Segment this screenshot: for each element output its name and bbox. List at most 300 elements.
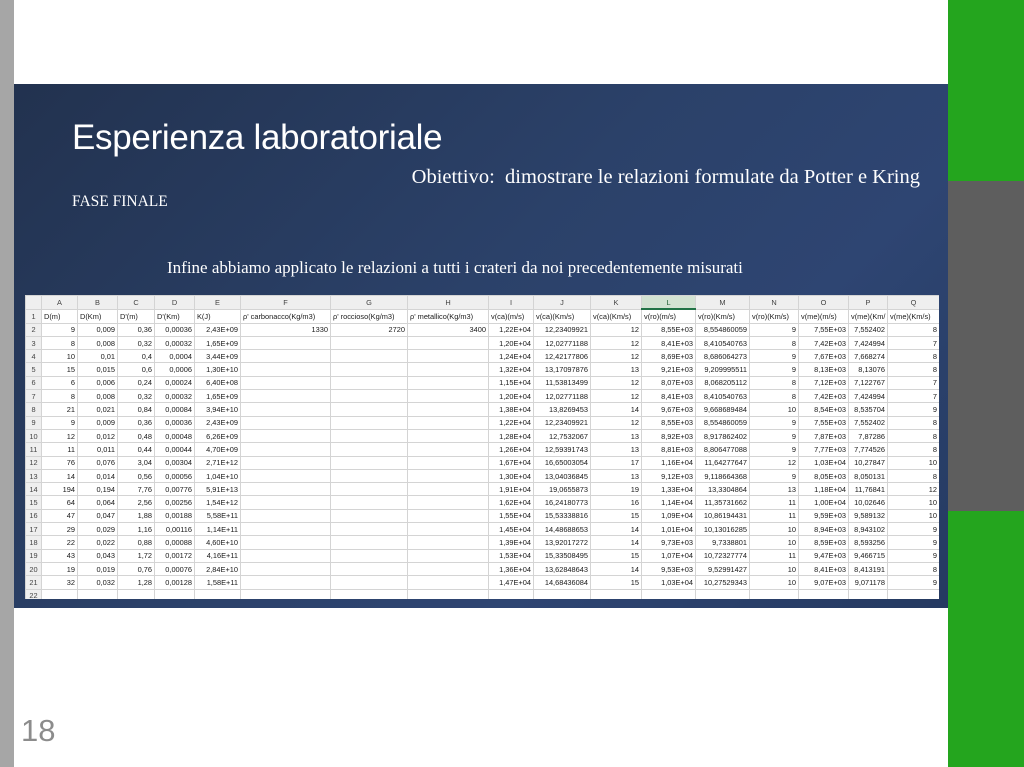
column-title-cell[interactable]: D'(Km) — [155, 309, 195, 323]
row-number[interactable]: 4 — [26, 350, 42, 363]
data-cell[interactable]: 0,029 — [78, 523, 118, 536]
column-header-f[interactable]: F — [241, 296, 331, 310]
data-cell[interactable] — [331, 469, 408, 482]
data-cell[interactable]: 1,03E+04 — [642, 576, 696, 589]
data-cell[interactable]: 7,774526 — [849, 443, 888, 456]
empty-cell[interactable] — [696, 589, 750, 599]
data-cell[interactable] — [331, 429, 408, 442]
data-cell[interactable] — [408, 443, 489, 456]
data-cell[interactable]: 8,806477088 — [696, 443, 750, 456]
data-cell[interactable] — [408, 336, 489, 349]
column-title-cell[interactable]: v(ca)(m/s) — [489, 309, 534, 323]
data-cell[interactable]: 12 — [42, 429, 78, 442]
data-cell[interactable]: 9,67E+03 — [642, 403, 696, 416]
data-cell[interactable]: 1,22E+04 — [489, 416, 534, 429]
data-cell[interactable]: 0,022 — [78, 536, 118, 549]
data-cell[interactable]: 9 — [888, 523, 940, 536]
data-cell[interactable]: 12 — [888, 483, 940, 496]
column-title-cell[interactable]: D(m) — [42, 309, 78, 323]
data-cell[interactable]: 13,17097876 — [534, 363, 591, 376]
data-cell[interactable]: 8 — [888, 443, 940, 456]
data-cell[interactable]: 10 — [888, 509, 940, 522]
data-cell[interactable]: 9 — [888, 549, 940, 562]
data-cell[interactable]: 14 — [591, 562, 642, 575]
data-cell[interactable]: 2720 — [331, 323, 408, 336]
data-cell[interactable]: 0,00044 — [155, 443, 195, 456]
data-cell[interactable]: 6 — [42, 376, 78, 389]
data-cell[interactable]: 0,019 — [78, 562, 118, 575]
data-cell[interactable]: 7,87E+03 — [799, 429, 849, 442]
data-cell[interactable] — [241, 336, 331, 349]
data-cell[interactable]: 8,410540763 — [696, 336, 750, 349]
data-cell[interactable]: 12,23409921 — [534, 323, 591, 336]
column-title-cell[interactable]: v(ca)(Km/s) — [534, 309, 591, 323]
data-cell[interactable]: 1,65E+09 — [195, 390, 241, 403]
data-cell[interactable] — [331, 403, 408, 416]
data-cell[interactable]: 8 — [888, 350, 940, 363]
data-cell[interactable]: 9,668689484 — [696, 403, 750, 416]
data-cell[interactable]: 8,94E+03 — [799, 523, 849, 536]
data-cell[interactable]: 1,32E+04 — [489, 363, 534, 376]
data-cell[interactable]: 12 — [591, 336, 642, 349]
data-cell[interactable]: 9,52991427 — [696, 562, 750, 575]
data-cell[interactable]: 13,62848643 — [534, 562, 591, 575]
data-cell[interactable]: 0,00188 — [155, 509, 195, 522]
data-cell[interactable]: 15 — [591, 509, 642, 522]
data-cell[interactable]: 1,04E+10 — [195, 469, 241, 482]
data-cell[interactable]: 8,554860059 — [696, 416, 750, 429]
data-cell[interactable]: 15 — [591, 576, 642, 589]
data-cell[interactable] — [241, 536, 331, 549]
data-cell[interactable]: 10 — [750, 562, 799, 575]
data-cell[interactable]: 0,00036 — [155, 416, 195, 429]
data-cell[interactable]: 13 — [750, 483, 799, 496]
select-all-corner[interactable] — [26, 296, 42, 310]
data-cell[interactable]: 8 — [888, 416, 940, 429]
data-cell[interactable] — [331, 376, 408, 389]
data-cell[interactable] — [408, 350, 489, 363]
data-cell[interactable]: 0,00036 — [155, 323, 195, 336]
row-number[interactable]: 12 — [26, 456, 42, 469]
data-cell[interactable]: 64 — [42, 496, 78, 509]
data-cell[interactable] — [241, 576, 331, 589]
data-cell[interactable]: 14 — [591, 403, 642, 416]
data-cell[interactable]: 7,77E+03 — [799, 443, 849, 456]
data-cell[interactable]: 8 — [750, 376, 799, 389]
data-cell[interactable]: 7,42E+03 — [799, 336, 849, 349]
data-cell[interactable] — [408, 509, 489, 522]
data-cell[interactable]: 76 — [42, 456, 78, 469]
data-cell[interactable]: 7 — [888, 390, 940, 403]
data-cell[interactable]: 10 — [888, 496, 940, 509]
row-number[interactable]: 9 — [26, 416, 42, 429]
data-cell[interactable]: 12 — [591, 350, 642, 363]
data-cell[interactable]: 9,73E+03 — [642, 536, 696, 549]
empty-cell[interactable] — [799, 589, 849, 599]
data-cell[interactable] — [241, 350, 331, 363]
data-cell[interactable]: 9 — [750, 443, 799, 456]
data-cell[interactable]: 1,03E+04 — [799, 456, 849, 469]
empty-cell[interactable] — [750, 589, 799, 599]
data-cell[interactable]: 11 — [750, 549, 799, 562]
data-cell[interactable]: 2,84E+10 — [195, 562, 241, 575]
data-cell[interactable]: 8 — [888, 363, 940, 376]
data-cell[interactable]: 8,554860059 — [696, 323, 750, 336]
data-cell[interactable]: 11 — [42, 443, 78, 456]
data-cell[interactable] — [241, 403, 331, 416]
data-cell[interactable]: 9 — [750, 469, 799, 482]
data-cell[interactable]: 0,00032 — [155, 336, 195, 349]
data-cell[interactable]: 1,45E+04 — [489, 523, 534, 536]
data-cell[interactable]: 0,44 — [118, 443, 155, 456]
data-cell[interactable] — [331, 416, 408, 429]
data-cell[interactable]: 9,07E+03 — [799, 576, 849, 589]
empty-cell[interactable] — [331, 589, 408, 599]
column-title-cell[interactable]: v(ca)(Km/s) — [591, 309, 642, 323]
data-cell[interactable]: 1,28 — [118, 576, 155, 589]
row-number[interactable]: 7 — [26, 390, 42, 403]
data-cell[interactable]: 11,64277647 — [696, 456, 750, 469]
empty-cell[interactable] — [195, 589, 241, 599]
data-cell[interactable]: 194 — [42, 483, 78, 496]
row-number[interactable]: 8 — [26, 403, 42, 416]
column-title-cell[interactable]: ρ' carbonacco(Kg/m3) — [241, 309, 331, 323]
data-cell[interactable] — [241, 483, 331, 496]
empty-cell[interactable] — [591, 589, 642, 599]
data-cell[interactable] — [331, 549, 408, 562]
data-cell[interactable]: 8,943102 — [849, 523, 888, 536]
data-cell[interactable] — [241, 509, 331, 522]
empty-cell[interactable] — [642, 589, 696, 599]
column-header-k[interactable]: K — [591, 296, 642, 310]
data-cell[interactable] — [408, 390, 489, 403]
column-header-c[interactable]: C — [118, 296, 155, 310]
data-cell[interactable]: 8 — [42, 336, 78, 349]
data-cell[interactable]: 1,55E+04 — [489, 509, 534, 522]
data-cell[interactable]: 10,86194431 — [696, 509, 750, 522]
data-cell[interactable] — [408, 536, 489, 549]
data-cell[interactable]: 2,56 — [118, 496, 155, 509]
data-cell[interactable]: 9 — [750, 363, 799, 376]
column-title-cell[interactable]: v(ro)(Km/s) — [696, 309, 750, 323]
data-cell[interactable]: 0,0004 — [155, 350, 195, 363]
empty-cell[interactable] — [849, 589, 888, 599]
empty-cell[interactable] — [241, 589, 331, 599]
row-number[interactable]: 1 — [26, 309, 42, 323]
data-cell[interactable]: 8 — [888, 429, 940, 442]
data-cell[interactable]: 8,05E+03 — [799, 469, 849, 482]
data-cell[interactable]: 7 — [888, 336, 940, 349]
data-cell[interactable]: 0,064 — [78, 496, 118, 509]
row-number[interactable]: 21 — [26, 576, 42, 589]
data-cell[interactable]: 15 — [591, 549, 642, 562]
data-cell[interactable]: 1,16E+04 — [642, 456, 696, 469]
data-cell[interactable]: 8,59E+03 — [799, 536, 849, 549]
data-cell[interactable]: 9,12E+03 — [642, 469, 696, 482]
data-cell[interactable]: 0,00084 — [155, 403, 195, 416]
data-cell[interactable]: 1330 — [241, 323, 331, 336]
data-cell[interactable]: 0,00776 — [155, 483, 195, 496]
data-cell[interactable]: 8 — [42, 390, 78, 403]
data-cell[interactable]: 9,59E+03 — [799, 509, 849, 522]
data-cell[interactable]: 32 — [42, 576, 78, 589]
data-cell[interactable] — [331, 363, 408, 376]
data-cell[interactable]: 8,413191 — [849, 562, 888, 575]
data-cell[interactable] — [331, 536, 408, 549]
data-cell[interactable]: 11 — [750, 509, 799, 522]
data-cell[interactable]: 12,42177806 — [534, 350, 591, 363]
empty-cell[interactable] — [78, 589, 118, 599]
data-cell[interactable]: 13 — [591, 469, 642, 482]
data-cell[interactable]: 1,20E+04 — [489, 336, 534, 349]
data-cell[interactable]: 1,62E+04 — [489, 496, 534, 509]
column-header-l[interactable]: L — [642, 296, 696, 310]
column-title-cell[interactable]: ρ' metallico(Kg/m3) — [408, 309, 489, 323]
data-cell[interactable]: 9,589132 — [849, 509, 888, 522]
data-cell[interactable]: 9 — [42, 323, 78, 336]
data-cell[interactable]: 12 — [591, 390, 642, 403]
data-cell[interactable]: 10,02646 — [849, 496, 888, 509]
empty-cell[interactable] — [408, 589, 489, 599]
column-header-d[interactable]: D — [155, 296, 195, 310]
column-title-cell[interactable]: v(me)(m/s) — [799, 309, 849, 323]
row-number[interactable]: 5 — [26, 363, 42, 376]
data-cell[interactable]: 9 — [888, 536, 940, 549]
data-cell[interactable]: 0,021 — [78, 403, 118, 416]
data-cell[interactable]: 12 — [750, 456, 799, 469]
data-cell[interactable]: 0,00088 — [155, 536, 195, 549]
data-cell[interactable]: 13,04036845 — [534, 469, 591, 482]
data-cell[interactable]: 0,56 — [118, 469, 155, 482]
data-cell[interactable]: 4,60E+10 — [195, 536, 241, 549]
data-cell[interactable]: 9,118664368 — [696, 469, 750, 482]
data-cell[interactable]: 8,13E+03 — [799, 363, 849, 376]
data-cell[interactable]: 0,00024 — [155, 376, 195, 389]
data-cell[interactable]: 0,011 — [78, 443, 118, 456]
column-header-j[interactable]: J — [534, 296, 591, 310]
data-cell[interactable] — [408, 549, 489, 562]
empty-cell[interactable] — [118, 589, 155, 599]
data-cell[interactable]: 3,04 — [118, 456, 155, 469]
data-cell[interactable]: 1,14E+04 — [642, 496, 696, 509]
data-cell[interactable]: 2,71E+12 — [195, 456, 241, 469]
data-cell[interactable]: 1,65E+09 — [195, 336, 241, 349]
data-cell[interactable]: 8 — [750, 390, 799, 403]
data-cell[interactable]: 3,94E+10 — [195, 403, 241, 416]
data-cell[interactable]: 9,209995511 — [696, 363, 750, 376]
data-cell[interactable]: 0,032 — [78, 576, 118, 589]
data-cell[interactable]: 0,194 — [78, 483, 118, 496]
data-cell[interactable]: 0,00048 — [155, 429, 195, 442]
data-cell[interactable]: 9 — [42, 416, 78, 429]
data-cell[interactable]: 14 — [591, 523, 642, 536]
row-number[interactable]: 15 — [26, 496, 42, 509]
data-cell[interactable]: 7,67E+03 — [799, 350, 849, 363]
data-cell[interactable] — [408, 416, 489, 429]
empty-cell[interactable] — [888, 589, 940, 599]
data-cell[interactable]: 7,55E+03 — [799, 416, 849, 429]
data-cell[interactable]: 9 — [750, 416, 799, 429]
data-cell[interactable]: 0,01 — [78, 350, 118, 363]
data-cell[interactable]: 1,24E+04 — [489, 350, 534, 363]
data-cell[interactable]: 7,55E+03 — [799, 323, 849, 336]
column-title-cell[interactable]: ρ' roccioso(Kg/m3) — [331, 309, 408, 323]
data-cell[interactable]: 1,47E+04 — [489, 576, 534, 589]
data-cell[interactable] — [241, 496, 331, 509]
data-cell[interactable]: 10 — [750, 536, 799, 549]
data-cell[interactable]: 19 — [42, 562, 78, 575]
data-cell[interactable]: 0,043 — [78, 549, 118, 562]
data-cell[interactable]: 0,84 — [118, 403, 155, 416]
data-cell[interactable]: 8,07E+03 — [642, 376, 696, 389]
column-header-g[interactable]: G — [331, 296, 408, 310]
data-cell[interactable]: 7,76 — [118, 483, 155, 496]
empty-cell[interactable] — [42, 589, 78, 599]
data-cell[interactable] — [331, 443, 408, 456]
row-number[interactable]: 16 — [26, 509, 42, 522]
data-cell[interactable]: 10,27529343 — [696, 576, 750, 589]
data-cell[interactable]: 13,92017272 — [534, 536, 591, 549]
data-cell[interactable]: 0,00304 — [155, 456, 195, 469]
data-cell[interactable]: 8,41E+03 — [642, 390, 696, 403]
data-cell[interactable]: 13,3304864 — [696, 483, 750, 496]
data-cell[interactable]: 11,35731662 — [696, 496, 750, 509]
data-cell[interactable]: 9,466715 — [849, 549, 888, 562]
data-cell[interactable]: 13 — [591, 363, 642, 376]
data-cell[interactable]: 0,4 — [118, 350, 155, 363]
data-cell[interactable]: 10 — [750, 576, 799, 589]
data-cell[interactable]: 0,48 — [118, 429, 155, 442]
data-cell[interactable]: 0,012 — [78, 429, 118, 442]
data-cell[interactable]: 0,009 — [78, 416, 118, 429]
data-cell[interactable] — [331, 496, 408, 509]
data-cell[interactable]: 7,552402 — [849, 416, 888, 429]
row-number[interactable]: 13 — [26, 469, 42, 482]
empty-cell[interactable] — [155, 589, 195, 599]
data-cell[interactable]: 8,55E+03 — [642, 323, 696, 336]
data-cell[interactable] — [241, 416, 331, 429]
column-title-cell[interactable]: v(ro)(m/s) — [642, 309, 696, 323]
data-cell[interactable]: 1,26E+04 — [489, 443, 534, 456]
data-cell[interactable] — [241, 523, 331, 536]
data-cell[interactable]: 0,6 — [118, 363, 155, 376]
data-cell[interactable] — [331, 350, 408, 363]
data-cell[interactable] — [408, 562, 489, 575]
data-cell[interactable] — [241, 562, 331, 575]
data-cell[interactable]: 4,16E+11 — [195, 549, 241, 562]
data-cell[interactable]: 14 — [42, 469, 78, 482]
data-cell[interactable]: 10 — [42, 350, 78, 363]
data-cell[interactable]: 16 — [591, 496, 642, 509]
data-cell[interactable] — [408, 429, 489, 442]
data-cell[interactable]: 43 — [42, 549, 78, 562]
data-cell[interactable]: 19,0655873 — [534, 483, 591, 496]
data-cell[interactable]: 8,92E+03 — [642, 429, 696, 442]
data-cell[interactable]: 14,68436084 — [534, 576, 591, 589]
data-cell[interactable] — [408, 576, 489, 589]
data-cell[interactable]: 12,23409921 — [534, 416, 591, 429]
data-cell[interactable] — [408, 376, 489, 389]
data-cell[interactable]: 1,30E+04 — [489, 469, 534, 482]
data-cell[interactable] — [331, 523, 408, 536]
data-cell[interactable]: 0,00032 — [155, 390, 195, 403]
row-number[interactable]: 22 — [26, 589, 42, 599]
data-cell[interactable]: 1,00E+04 — [799, 496, 849, 509]
data-cell[interactable] — [241, 469, 331, 482]
data-cell[interactable]: 47 — [42, 509, 78, 522]
data-cell[interactable]: 1,36E+04 — [489, 562, 534, 575]
data-cell[interactable]: 8,13076 — [849, 363, 888, 376]
column-title-cell[interactable]: v(me)(Km/ — [849, 309, 888, 323]
data-cell[interactable]: 7,424994 — [849, 336, 888, 349]
data-cell[interactable]: 8 — [888, 323, 940, 336]
column-header-m[interactable]: M — [696, 296, 750, 310]
data-cell[interactable]: 12 — [591, 376, 642, 389]
data-cell[interactable]: 0,36 — [118, 323, 155, 336]
row-number[interactable]: 19 — [26, 549, 42, 562]
data-cell[interactable]: 15,33508495 — [534, 549, 591, 562]
data-cell[interactable] — [408, 363, 489, 376]
data-cell[interactable]: 7,122767 — [849, 376, 888, 389]
data-cell[interactable]: 0,00128 — [155, 576, 195, 589]
data-cell[interactable]: 12,02771188 — [534, 390, 591, 403]
data-cell[interactable]: 9,53E+03 — [642, 562, 696, 575]
data-cell[interactable]: 8,69E+03 — [642, 350, 696, 363]
data-cell[interactable]: 1,15E+04 — [489, 376, 534, 389]
data-cell[interactable]: 4,70E+09 — [195, 443, 241, 456]
data-cell[interactable] — [241, 376, 331, 389]
data-cell[interactable]: 1,33E+04 — [642, 483, 696, 496]
data-cell[interactable] — [241, 429, 331, 442]
data-cell[interactable]: 15,53338816 — [534, 509, 591, 522]
row-number[interactable]: 20 — [26, 562, 42, 575]
row-number[interactable]: 14 — [26, 483, 42, 496]
data-cell[interactable]: 8,55E+03 — [642, 416, 696, 429]
data-cell[interactable]: 19 — [591, 483, 642, 496]
data-cell[interactable]: 11,53813499 — [534, 376, 591, 389]
data-cell[interactable]: 10 — [888, 456, 940, 469]
data-cell[interactable]: 8,917862402 — [696, 429, 750, 442]
row-number[interactable]: 18 — [26, 536, 42, 549]
data-cell[interactable]: 1,01E+04 — [642, 523, 696, 536]
data-cell[interactable]: 21 — [42, 403, 78, 416]
data-cell[interactable] — [408, 523, 489, 536]
data-cell[interactable]: 1,72 — [118, 549, 155, 562]
column-title-cell[interactable]: v(ro)(Km/s) — [750, 309, 799, 323]
data-cell[interactable]: 1,91E+04 — [489, 483, 534, 496]
data-cell[interactable]: 7 — [888, 376, 940, 389]
data-cell[interactable]: 9 — [750, 323, 799, 336]
data-cell[interactable]: 6,26E+09 — [195, 429, 241, 442]
data-cell[interactable]: 29 — [42, 523, 78, 536]
row-number[interactable]: 2 — [26, 323, 42, 336]
data-cell[interactable]: 1,22E+04 — [489, 323, 534, 336]
data-cell[interactable]: 22 — [42, 536, 78, 549]
data-cell[interactable]: 1,58E+11 — [195, 576, 241, 589]
data-cell[interactable]: 12,7532067 — [534, 429, 591, 442]
data-cell[interactable]: 7,87286 — [849, 429, 888, 442]
data-cell[interactable]: 0,24 — [118, 376, 155, 389]
empty-cell[interactable] — [534, 589, 591, 599]
data-cell[interactable]: 11,76841 — [849, 483, 888, 496]
data-cell[interactable]: 0,0006 — [155, 363, 195, 376]
data-cell[interactable]: 8,050131 — [849, 469, 888, 482]
data-cell[interactable]: 16,65003054 — [534, 456, 591, 469]
data-cell[interactable]: 9 — [888, 576, 940, 589]
data-cell[interactable]: 10 — [750, 523, 799, 536]
data-cell[interactable] — [241, 443, 331, 456]
data-cell[interactable]: 1,30E+10 — [195, 363, 241, 376]
